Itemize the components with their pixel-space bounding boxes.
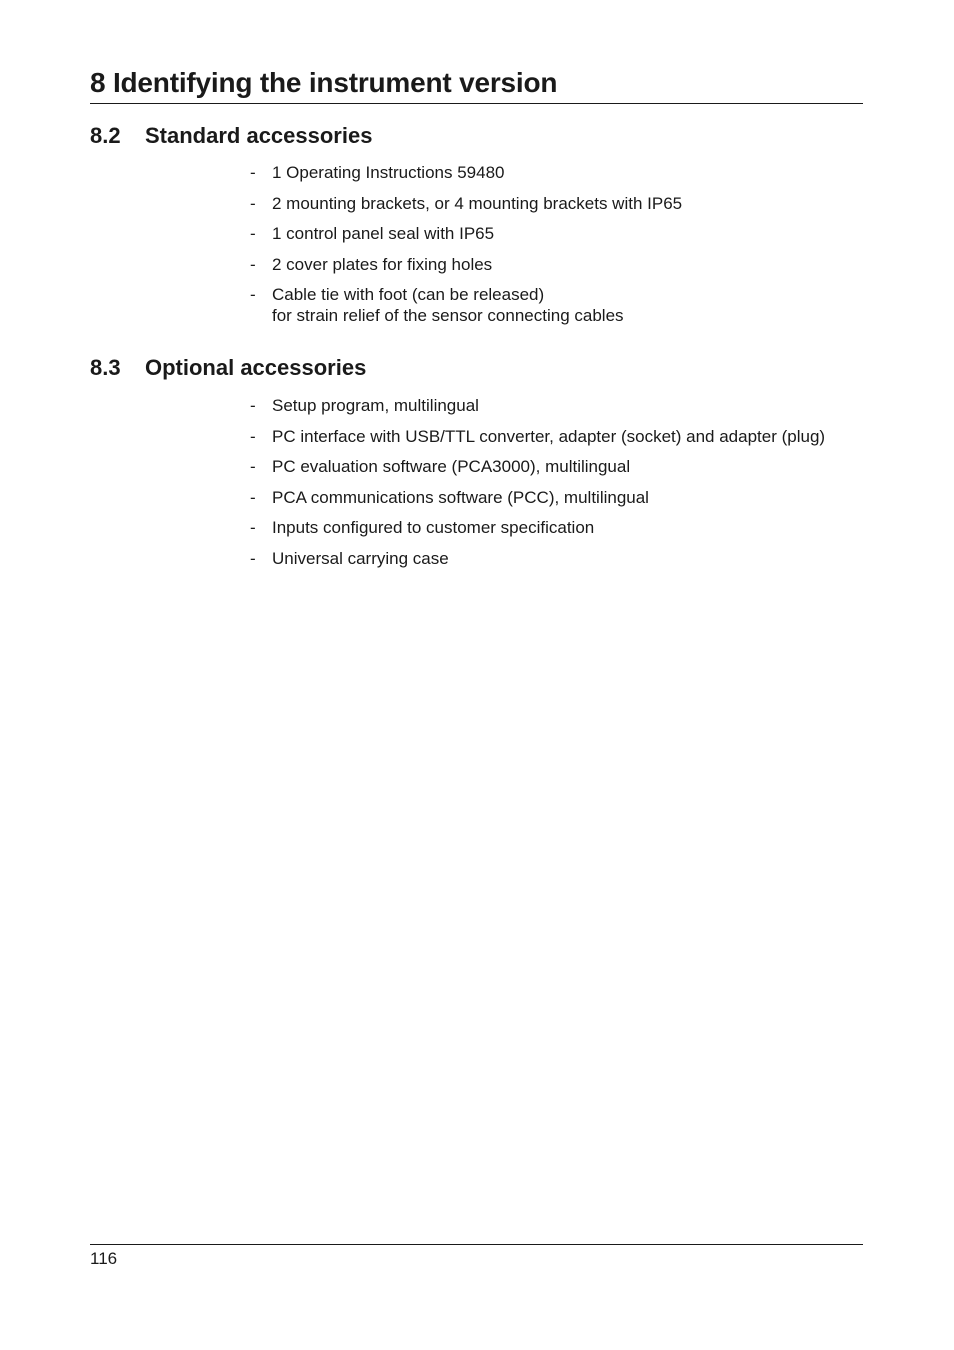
list-item-text-continued: for strain relief of the sensor connecting cables <box>272 305 624 325</box>
bullet-dash: - <box>250 193 256 213</box>
bullet-dash: - <box>250 487 256 507</box>
bullet-dash: - <box>250 548 256 568</box>
bullet-dash: - <box>250 224 256 243</box>
list-item-text: Setup program, multilingual <box>272 396 479 415</box>
list-item <box>250 224 900 245</box>
list-item-text: 2 cover plates for fixing holes <box>272 254 493 274</box>
list-item <box>250 163 900 184</box>
section-standard-accessories <box>90 123 372 149</box>
list-item-text: PC evaluation software (PCA3000), multilingual <box>272 457 631 476</box>
list-item <box>250 194 900 215</box>
bullet-dash: - <box>250 518 256 537</box>
bullet-dash: - <box>250 396 256 415</box>
list-item <box>250 255 900 276</box>
list-item <box>250 488 900 509</box>
list-item-text: Universal carrying case <box>272 548 449 568</box>
bullet-dash: - <box>250 254 256 274</box>
list-item-text: Cable tie with foot (can be released) <box>272 285 545 304</box>
list-item <box>250 549 900 570</box>
chapter-title: 8 Identifying the instrument version <box>90 67 558 98</box>
list-item-text: Inputs configured to customer specification <box>272 518 595 537</box>
list-item <box>250 285 900 326</box>
bullet-dash: - <box>250 285 256 304</box>
standard-accessories-list <box>250 163 900 336</box>
footer-divider <box>90 1244 863 1245</box>
bullet-dash: - <box>250 426 256 446</box>
section-title: Standard accessories <box>145 123 373 148</box>
list-item <box>250 427 900 448</box>
list-item-text: PCA communications software (PCC), multilingual <box>272 487 649 507</box>
list-item <box>250 396 900 417</box>
list-item-text: PC interface with USB/TTL converter, adapter (socket) and adapter (plug) <box>272 426 826 446</box>
header-divider <box>90 103 863 104</box>
section-optional-accessories <box>90 355 366 381</box>
optional-accessories-list <box>250 396 900 579</box>
section-heading <box>90 123 372 149</box>
list-item-text: 1 Operating Instructions 59480 <box>272 163 505 182</box>
section-heading <box>90 355 366 381</box>
section-number: 8.2 <box>90 123 121 148</box>
page-number: 116 <box>90 1249 118 1268</box>
list-item-text: 2 mounting brackets, or 4 mounting brackets with IP65 <box>272 193 683 213</box>
list-item <box>250 457 900 478</box>
section-title: Optional accessories <box>145 355 367 380</box>
list-item-text: 1 control panel seal with IP65 <box>272 224 495 243</box>
bullet-dash: - <box>250 457 256 476</box>
list-item <box>250 518 900 539</box>
section-number: 8.3 <box>90 355 121 380</box>
bullet-dash: - <box>250 163 256 182</box>
